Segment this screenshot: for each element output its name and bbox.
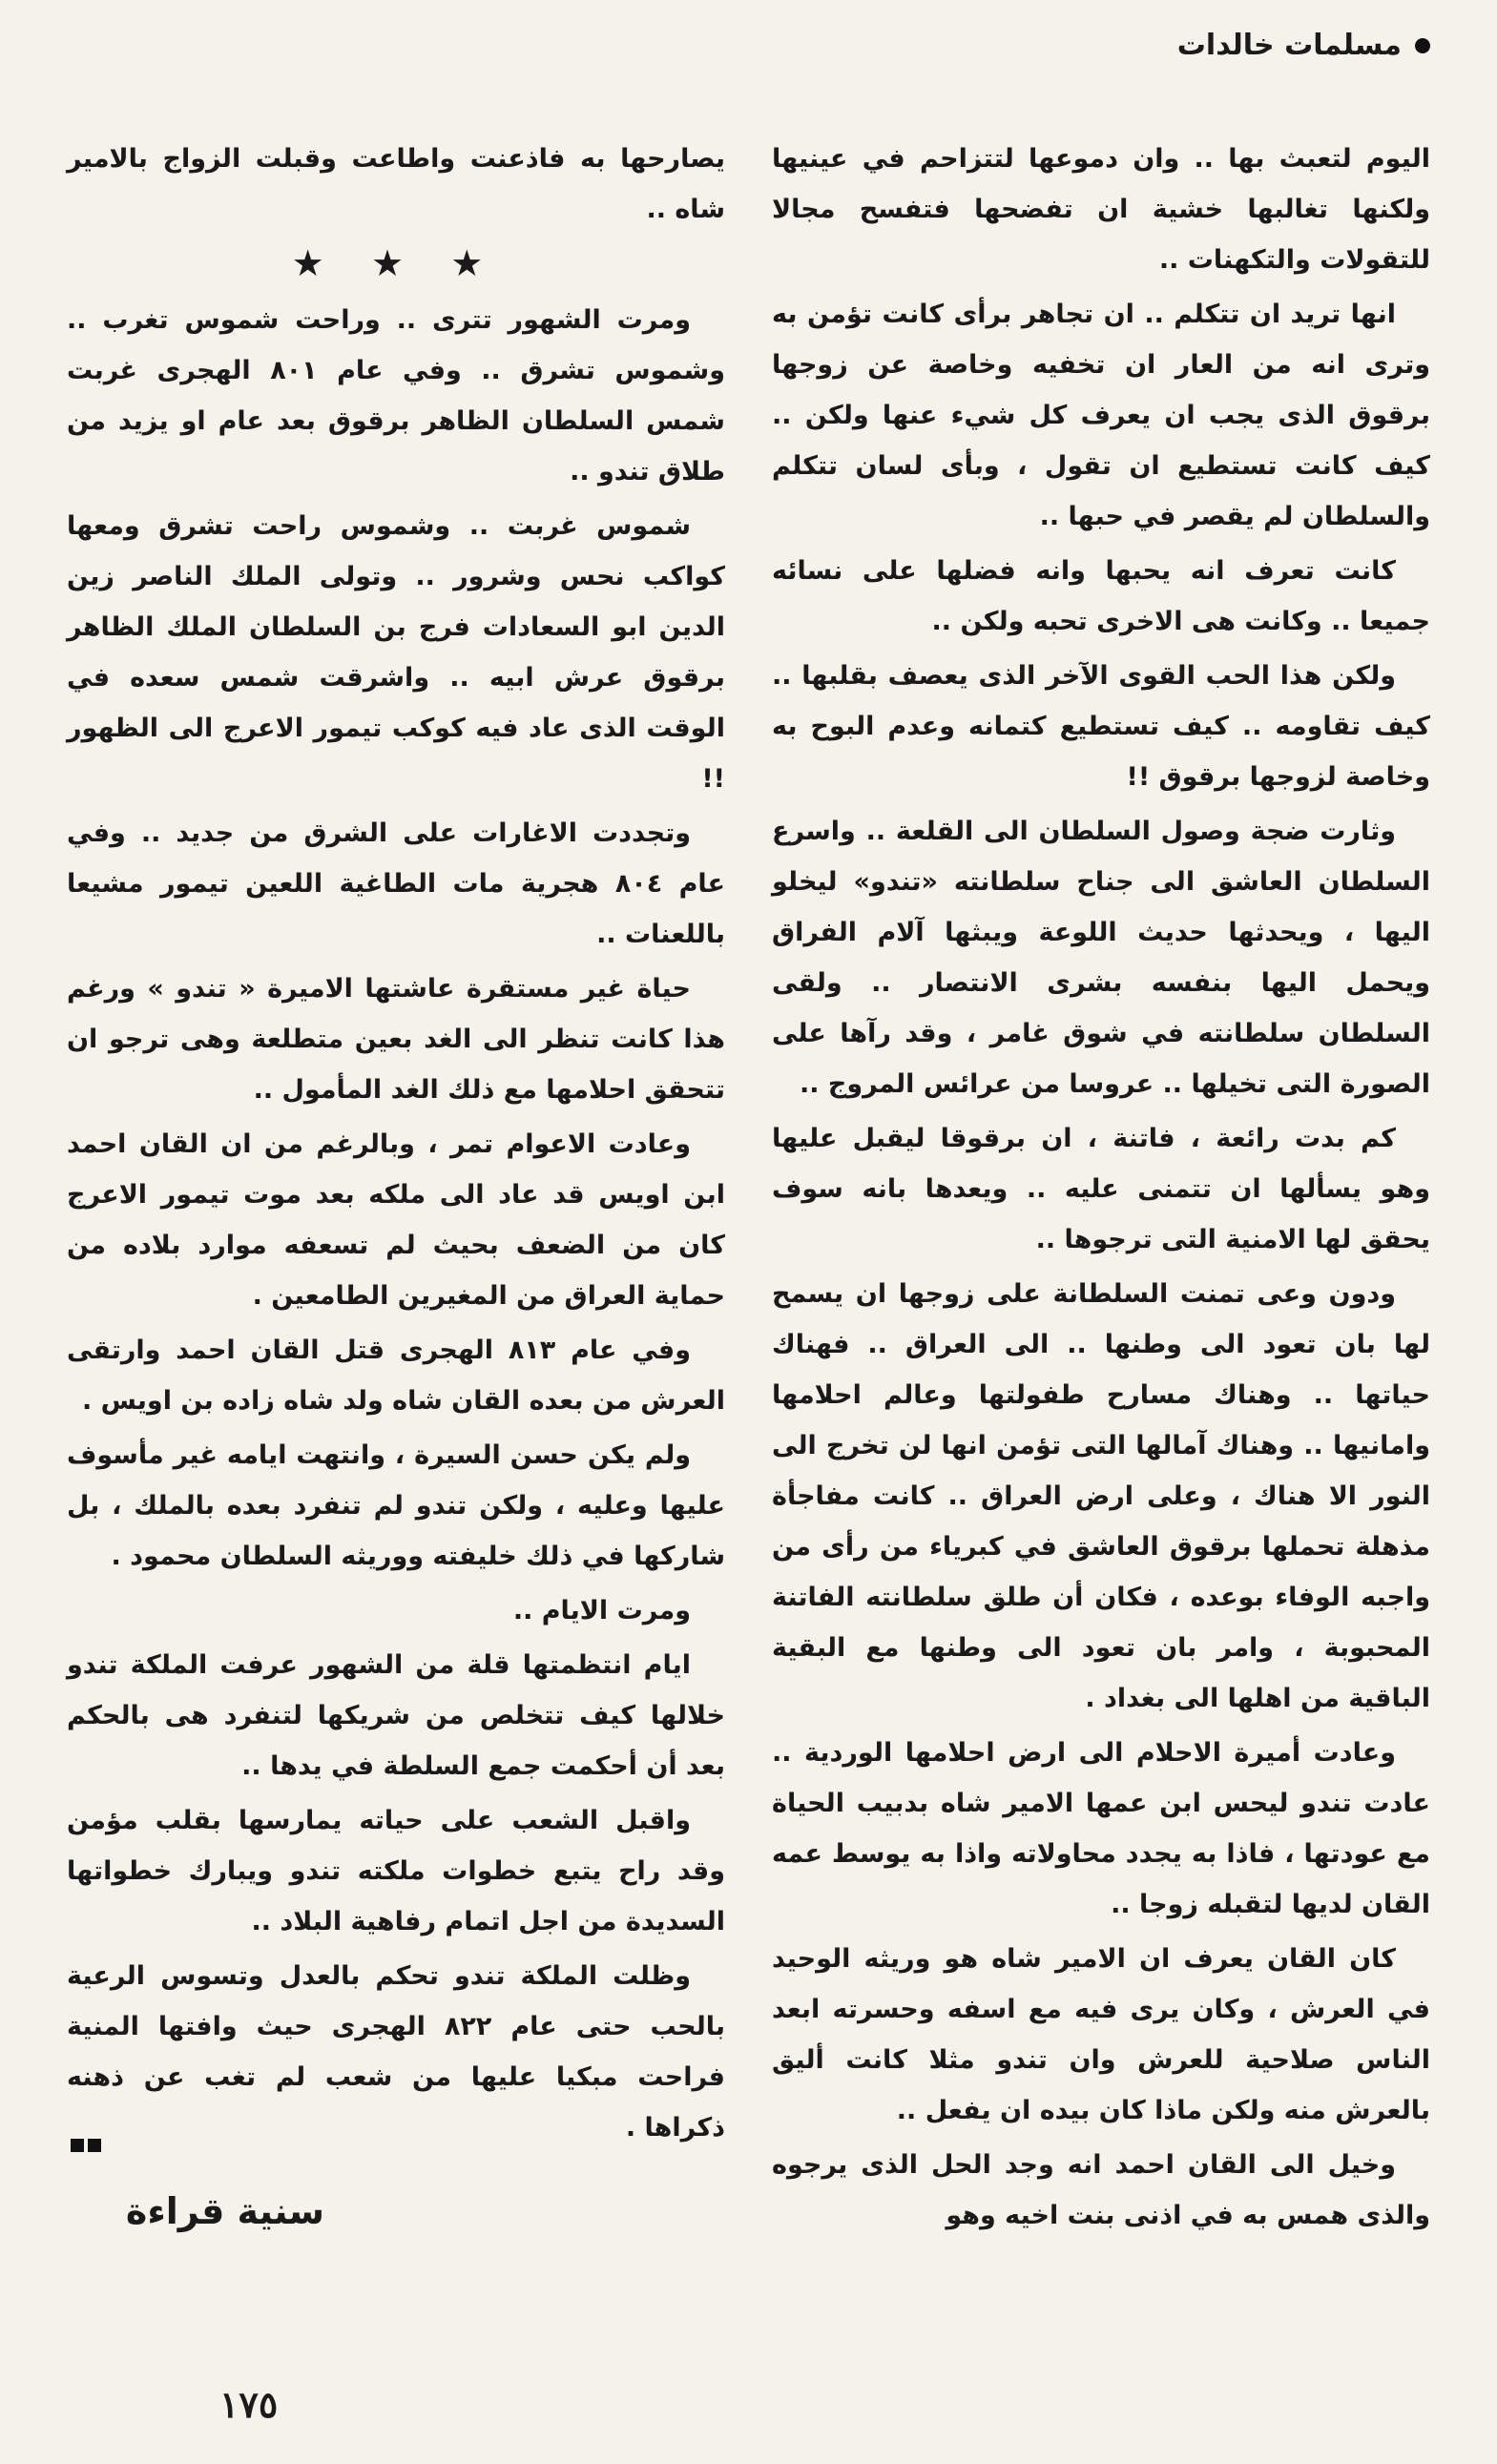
end-square-icon: [71, 2139, 84, 2152]
paragraph: وثارت ضجة وصول السلطان الى القلعة .. واسرع السلطان العاشق الى جناح سلطانته «تندو» ليخلو اليها ، ويحدثها حديث اللوعة ويبثها آلام الفراق ويحمل اليها بنفسه بشرى الانتصار .. ولقى السلطان سلطانته في شوق غامر ، وقد رآها على الصورة التى تخيلها .. عروسا من عرائس المروج ..: [772, 817, 1430, 1099]
paragraph: كان القان يعرف ان الامير شاه هو وريثه الوحيد في العرش ، وكان يرى فيه مع اسفه وحسرته ابعد الناس صلاحية للعرش وان تندو مثلا كانت أليق بالعرش منه ولكن ماذا كان بيده ان يفعل ..: [772, 1944, 1430, 2125]
section-title: مسلمات خالدات: [1176, 29, 1402, 62]
paragraph: يصارحها به فاذعنت واطاعت وقبلت الزواج بالامير شاه ..: [67, 144, 725, 224]
paragraph: وتجددت الاغارات على الشرق من جديد .. وفي عام ٨٠٤ هجرية مات الطاغية اللعين تيمور مشيعا باللعنات ..: [67, 818, 725, 949]
paragraph: حياة غير مستقرة عاشتها الاميرة « تندو » ورغم هذا كانت تنظر الى الغد بعين متطلعة وهى ترجو ان تتحقق احلامها مع ذلك الغد المأمول ..: [67, 974, 725, 1105]
paragraph: ولكن هذا الحب القوى الآخر الذى يعصف بقلبها .. كيف تقاومه .. كيف تستطيع كتمانه وعدم البوح به وخاصة لزوجها برقوق !!: [772, 661, 1430, 792]
paragraph: وظلت الملكة تندو تحكم بالعدل وتسوس الرعية بالحب حتى عام ٨٢٢ الهجرى حيث وافتها المنية فراحت مبكيا عليها من شعب لم تغب عن ذهنه ذكراها .: [67, 1961, 725, 2143]
paragraph: اليوم لتعبث بها .. وان دموعها لتتزاحم في عينيها ولكنها تغالبها خشية ان تفضحها فتفسح مجالا للتقولات والتكهنات ..: [772, 144, 1430, 275]
paragraph: ايام انتظمتها قلة من الشهور عرفت الملكة تندو خلالها كيف تتخلص من شريكها لتنفرد هى بالحكم بعد أن أحكمت جمع السلطة في يدها ..: [67, 1650, 725, 1781]
author-name: سنية قراءة: [125, 2190, 324, 2232]
paragraph: وخيل الى القان احمد انه وجد الحل الذى يرجوه والذى همس به في اذنى بنت اخيه وهو: [772, 2150, 1430, 2230]
paragraph: ودون وعى تمنت السلطانة على زوجها ان يسمح لها بان تعود الى وطنها .. الى العراق .. فهناك حياتها .. وهناك مسارح طفولتها وعالم احلامها وامانيها .. وهناك آمالها التى تؤمن انها لن تخرج الى النور الا هناك ، وعلى ارض العراق .. كانت مفاجأة مذهلة تحملها برقوق العاشق في كبرياء من رأى من واجبه الوفاء بوعده ، فكان أن طلق سلطانته الفاتنة المحبوبة ، وامر بان تعود الى وطنها مع البقية الباقية من اهلها الى بغداد .: [772, 1279, 1430, 1713]
end-square-icon: [88, 2139, 101, 2152]
section-divider-stars: ★ ★ ★: [291, 242, 501, 284]
paragraph: واقبل الشعب على حياته يمارسها بقلب مؤمن وقد راح يتبع خطوات ملكته تندو ويبارك خطواتها السديدة من اجل اتمام رفاهية البلاد ..: [67, 1806, 725, 1936]
paragraph: وعادت أميرة الاحلام الى ارض احلامها الوردية .. عادت تندو ليحس ابن عمها الامير شاه بدبيب الحياة مع عودتها ، فاذا به يجدد محاولاته واذا به يوسط عمه القان لديها لتقبله زوجا ..: [772, 1738, 1430, 1919]
section-header: [1177, 29, 1430, 62]
paragraph: وفي عام ٨١٣ الهجرى قتل القان احمد وارتقى العرش من بعده القان شاه ولد شاه زاده بن اويس .: [67, 1336, 725, 1416]
paragraph: وعادت الاعوام تمر ، وبالرغم من ان القان احمد ابن اويس قد عاد الى ملكه بعد موت تيمور الاعرج كان من الضعف بحيث لم تسعفه موارد بلاده من حماية العراق من المغيرين الطامعين .: [67, 1129, 725, 1311]
right-column: [772, 134, 1430, 2245]
bullet-icon: [1415, 38, 1430, 53]
paragraph: كانت تعرف انه يحبها وانه فضلها على نسائه جميعا .. وكانت هى الاخرى تحبه ولكن ..: [772, 556, 1430, 636]
paragraph: ومرت الشهور تترى .. وراحت شموس تغرب .. وشموس تشرق .. وفي عام ٨٠١ الهجرى غربت شمس السلطان الظاهر برقوق بعد عام او يزيد من طلاق تندو ..: [67, 305, 725, 487]
left-column: [67, 134, 725, 2237]
page-number: ١٧٥: [219, 2383, 279, 2426]
paragraph: شموس غربت .. وشموس راحت تشرق ومعها كواكب نحس وشرور .. وتولى الملك الناصر زين الدين ابو السعادات فرج بن السلطان الملك الظاهر برقوق عرش ابيه .. واشرقت شمس سعده في الوقت الذى عاد فيه كوكب تيمور الاعرج الى الظهور !!: [67, 511, 725, 794]
paragraph: كم بدت رائعة ، فاتنة ، ان برقوقا ليقبل عليها وهو يسألها ان تتمنى عليه .. ويعدها بانه سوف يحقق لها الامنية التى ترجوها ..: [772, 1124, 1430, 1254]
paragraph: ولم يكن حسن السيرة ، وانتهت ايامه غير مأسوف عليها وعليه ، ولكن تندو لم تنفرد بعده بالملك ، بل شاركها في ذلك خليفته ووريثه السلطان محمود .: [67, 1440, 725, 1571]
paragraph: انها تريد ان تتكلم .. ان تجاهر برأى كانت تؤمن به وترى انه من العار ان تخفيه وخاصة عن زوجها برقوق الذى يجب ان يعرف كل شيء عنها ولكن .. كيف كانت تستطيع ان تقول ، وبأى لسان تتكلم والسلطان لم يقصر في حبها ..: [772, 300, 1430, 531]
paragraph: ومرت الايام ..: [512, 1596, 691, 1625]
